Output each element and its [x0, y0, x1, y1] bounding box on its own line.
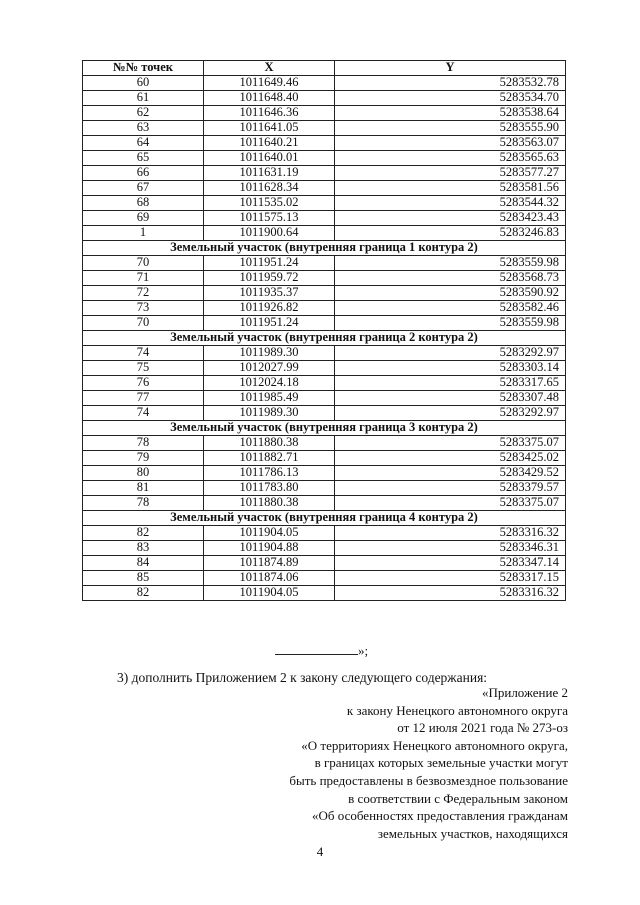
x-coordinate-cell: 1011786.13	[204, 466, 335, 481]
table-row	[83, 121, 566, 136]
table-row	[83, 541, 566, 556]
table-body	[83, 76, 566, 601]
y-coordinate-cell: 5283316.32	[335, 526, 566, 541]
point-number-cell: 78	[83, 496, 204, 511]
y-coordinate-cell: 5283292.97	[335, 406, 566, 421]
x-coordinate-cell: 1011874.06	[204, 571, 335, 586]
table-row	[83, 256, 566, 271]
table-row	[83, 496, 566, 511]
y-coordinate-cell: 5283429.52	[335, 466, 566, 481]
table-row	[83, 346, 566, 361]
header-y: Y	[335, 61, 566, 76]
y-coordinate-cell: 5283581.56	[335, 181, 566, 196]
point-number-cell: 76	[83, 376, 204, 391]
table-row	[83, 526, 566, 541]
table-row	[83, 106, 566, 121]
appendix-line: «О территориях Ненецкого автономного округа,	[301, 737, 568, 753]
y-coordinate-cell: 5283555.90	[335, 121, 566, 136]
point-number-cell: 78	[83, 436, 204, 451]
x-coordinate-cell: 1011882.71	[204, 451, 335, 466]
point-number-cell: 61	[83, 91, 204, 106]
point-number-cell: 70	[83, 316, 204, 331]
y-coordinate-cell: 5283582.46	[335, 301, 566, 316]
appendix-line: земельных участков, находящихся	[377, 825, 568, 841]
x-coordinate-cell: 1011648.40	[204, 91, 335, 106]
y-coordinate-cell: 5283317.15	[335, 571, 566, 586]
table-row	[83, 286, 566, 301]
x-coordinate-cell: 1011575.13	[204, 211, 335, 226]
header-point-number: №№ точек	[83, 61, 204, 76]
x-coordinate-cell: 1011783.80	[204, 481, 335, 496]
table-row	[83, 226, 566, 241]
table-row	[83, 196, 566, 211]
point-number-cell: 74	[83, 346, 204, 361]
x-coordinate-cell: 1011646.36	[204, 106, 335, 121]
point-number-cell: 68	[83, 196, 204, 211]
appendix-line: «Приложение 2	[481, 685, 568, 700]
x-coordinate-cell: 1011640.01	[204, 151, 335, 166]
point-number-cell: 60	[83, 76, 204, 91]
x-coordinate-cell: 1011641.05	[204, 121, 335, 136]
table-row	[83, 181, 566, 196]
x-coordinate-cell: 1011959.72	[204, 271, 335, 286]
x-coordinate-cell: 1011880.38	[204, 436, 335, 451]
point-number-cell: 72	[83, 286, 204, 301]
point-number-cell: 64	[83, 136, 204, 151]
y-coordinate-cell: 5283559.98	[335, 256, 566, 271]
y-coordinate-cell: 5283590.92	[335, 286, 566, 301]
x-coordinate-cell: 1011989.30	[204, 346, 335, 361]
point-number-cell: 84	[83, 556, 204, 571]
point-number-cell: 1	[83, 226, 204, 241]
appendix-line: к закону Ненецкого автономного округа	[346, 702, 568, 718]
y-coordinate-cell: 5283375.07	[335, 436, 566, 451]
y-coordinate-cell: 5283577.27	[335, 166, 566, 181]
x-coordinate-cell: 1011904.05	[204, 526, 335, 541]
table-row	[83, 466, 566, 481]
x-coordinate-cell: 1011935.37	[204, 286, 335, 301]
y-coordinate-cell: 5283292.97	[335, 346, 566, 361]
y-coordinate-cell: 5283347.14	[335, 556, 566, 571]
point-number-cell: 63	[83, 121, 204, 136]
point-number-cell: 79	[83, 451, 204, 466]
table-section-row	[83, 241, 566, 256]
y-coordinate-cell: 5283246.83	[335, 226, 566, 241]
appendix-line: от 12 июля 2021 года № 273-оз	[397, 720, 568, 736]
table-section-row	[83, 511, 566, 526]
point-number-cell: 82	[83, 526, 204, 541]
y-coordinate-cell: 5283565.63	[335, 151, 566, 166]
x-coordinate-cell: 1012027.99	[204, 361, 335, 376]
table-row	[83, 406, 566, 421]
table-row	[83, 436, 566, 451]
point-number-cell: 82	[83, 586, 204, 601]
x-coordinate-cell: 1011951.24	[204, 316, 335, 331]
x-coordinate-cell: 1011535.02	[204, 196, 335, 211]
point-number-cell: 69	[83, 211, 204, 226]
table-row	[83, 91, 566, 106]
point-number-cell: 83	[83, 541, 204, 556]
table-section-row	[83, 421, 566, 436]
y-coordinate-cell: 5283375.07	[335, 496, 566, 511]
blank-underline	[275, 642, 358, 655]
x-coordinate-cell: 1012024.18	[204, 376, 335, 391]
point-number-cell: 77	[83, 391, 204, 406]
table-row	[83, 316, 566, 331]
table-row	[83, 76, 566, 91]
x-coordinate-cell: 1011649.46	[204, 76, 335, 91]
table-row	[83, 451, 566, 466]
y-coordinate-cell: 5283568.73	[335, 271, 566, 286]
y-coordinate-cell: 5283379.57	[335, 481, 566, 496]
y-coordinate-cell: 5283534.70	[335, 91, 566, 106]
section-title: Земельный участок (внутренняя граница 2 контура 2)	[83, 331, 566, 346]
x-coordinate-cell: 1011900.64	[204, 226, 335, 241]
table-row	[83, 151, 566, 166]
closing-line	[275, 642, 368, 659]
x-coordinate-cell: 1011951.24	[204, 256, 335, 271]
table-header-row	[83, 61, 566, 76]
table-row	[83, 166, 566, 181]
point-number-cell: 85	[83, 571, 204, 586]
table-row	[83, 376, 566, 391]
point-number-cell: 75	[83, 361, 204, 376]
y-coordinate-cell: 5283559.98	[335, 316, 566, 331]
appendix-line: «Об особенностях предоставления гражданам	[312, 808, 568, 824]
table-row	[83, 391, 566, 406]
page-number: 4	[316, 844, 324, 859]
appendix-line: в границах которых земельные участки могут	[314, 755, 568, 771]
table-section-row	[83, 331, 566, 346]
table-row	[83, 211, 566, 226]
table-row	[83, 586, 566, 601]
x-coordinate-cell: 1011989.30	[204, 406, 335, 421]
y-coordinate-cell: 5283307.48	[335, 391, 566, 406]
table-row	[83, 136, 566, 151]
y-coordinate-cell: 5283544.32	[335, 196, 566, 211]
x-coordinate-cell: 1011631.19	[204, 166, 335, 181]
point-number-cell: 70	[83, 256, 204, 271]
point-number-cell: 66	[83, 166, 204, 181]
y-coordinate-cell: 5283425.02	[335, 451, 566, 466]
x-coordinate-cell: 1011985.49	[204, 391, 335, 406]
x-coordinate-cell: 1011640.21	[204, 136, 335, 151]
point-number-cell: 81	[83, 481, 204, 496]
y-coordinate-cell: 5283563.07	[335, 136, 566, 151]
point-number-cell: 65	[83, 151, 204, 166]
point-number-cell: 67	[83, 181, 204, 196]
x-coordinate-cell: 1011874.89	[204, 556, 335, 571]
section-title: Земельный участок (внутренняя граница 3 контура 2)	[83, 421, 566, 436]
appendix-line: в соответствии с Федеральным законом	[348, 790, 568, 806]
table-row	[83, 301, 566, 316]
section-title: Земельный участок (внутренняя граница 4 контура 2)	[83, 511, 566, 526]
header-x: X	[204, 61, 335, 76]
appendix-heading-block	[168, 684, 568, 842]
coordinates-table	[82, 60, 566, 601]
x-coordinate-cell: 1011628.34	[204, 181, 335, 196]
y-coordinate-cell: 5283346.31	[335, 541, 566, 556]
y-coordinate-cell: 5283538.64	[335, 106, 566, 121]
table-row	[83, 361, 566, 376]
table-row	[83, 271, 566, 286]
point-number-cell: 73	[83, 301, 204, 316]
table-row	[83, 571, 566, 586]
amendment-paragraph: 3) дополнить Приложением 2 к закону следующего содержания:	[117, 670, 488, 685]
point-number-cell: 71	[83, 271, 204, 286]
section-title: Земельный участок (внутренняя граница 1 контура 2)	[83, 241, 566, 256]
table-row	[83, 556, 566, 571]
y-coordinate-cell: 5283532.78	[335, 76, 566, 91]
point-number-cell: 62	[83, 106, 204, 121]
point-number-cell: 80	[83, 466, 204, 481]
x-coordinate-cell: 1011904.05	[204, 586, 335, 601]
table-row	[83, 481, 566, 496]
x-coordinate-cell: 1011904.88	[204, 541, 335, 556]
appendix-line: быть предоставлены в безвозмездное пользование	[289, 772, 568, 788]
closing-quote: »;	[358, 643, 369, 658]
point-number-cell: 74	[83, 406, 204, 421]
y-coordinate-cell: 5283316.32	[335, 586, 566, 601]
x-coordinate-cell: 1011926.82	[204, 301, 335, 316]
x-coordinate-cell: 1011880.38	[204, 496, 335, 511]
y-coordinate-cell: 5283317.65	[335, 376, 566, 391]
y-coordinate-cell: 5283303.14	[335, 361, 566, 376]
y-coordinate-cell: 5283423.43	[335, 211, 566, 226]
